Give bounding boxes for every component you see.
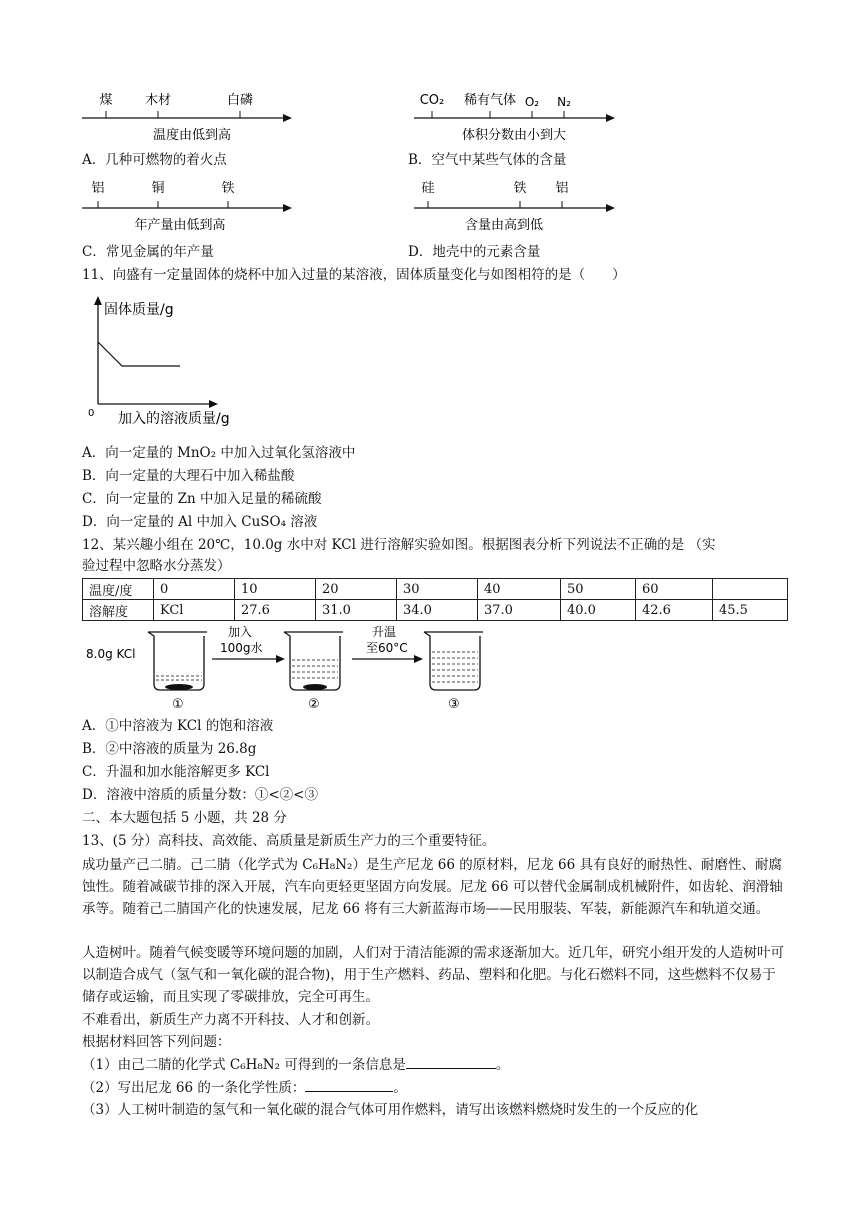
table-cell: 45.5 bbox=[713, 600, 788, 621]
beaker-label: ② bbox=[308, 697, 320, 712]
table-row bbox=[83, 600, 788, 621]
beaker-label: ① bbox=[172, 697, 184, 712]
axis-label: 温度由低到高 bbox=[152, 128, 232, 143]
table-cell: 30 bbox=[397, 579, 478, 600]
table-cell: 34.0 bbox=[397, 600, 478, 621]
step1-label: 加入 bbox=[228, 625, 253, 639]
q12-option-d: D．溶液中溶质的质量分数：①<②<③ bbox=[82, 787, 318, 803]
step1-label: 100g水 bbox=[220, 641, 263, 655]
q11-graph bbox=[84, 292, 284, 432]
tick-label: 稀有气体 bbox=[463, 93, 517, 108]
q11-option-a: A．向一定量的 MnO₂ 中加入过氧化氢溶液中 bbox=[82, 445, 356, 461]
q11-stem: 11、向盛有一定量固体的烧杯中加入过量的某溶液，固体质量变化与如图相符的是（ ） bbox=[82, 267, 626, 283]
table-cell: 10 bbox=[235, 579, 316, 600]
table-cell: 37.0 bbox=[478, 600, 561, 621]
tick-label: 铝 bbox=[91, 181, 105, 196]
table-cell: KCl bbox=[154, 600, 235, 621]
table-cell: 40 bbox=[478, 579, 561, 600]
answer-blank[interactable] bbox=[406, 1054, 496, 1069]
subquestion-end: 。 bbox=[393, 1080, 407, 1096]
subquestion-end: 。 bbox=[495, 1057, 510, 1073]
table-cell: 0 bbox=[154, 579, 235, 600]
mass-curve bbox=[98, 342, 180, 366]
q10-diagram-d bbox=[412, 176, 622, 236]
q11-option-b: B．向一定量的大理石中加入稀盐酸 bbox=[82, 468, 295, 484]
tick-label: 木材 bbox=[144, 93, 172, 108]
option-d: D．地壳中的元素含量 bbox=[408, 244, 541, 260]
table-cell: 31.0 bbox=[316, 600, 397, 621]
q13-paragraph-2: 人造树叶。随着气候变暖等环境问题的加剧，人们对于清洁能源的需求逐渐加大。近几年，研究小组开发的人造树叶可以制造合成气（氢气和一氧化碳的混合物)，用于生产燃料、药品、塑料和化肥。与化石燃料不同，这些燃料不仅易于储存或运输，而且实现了零碳排放，完全可再生。 bbox=[82, 945, 784, 1005]
table-cell bbox=[713, 579, 788, 600]
table-row bbox=[83, 579, 788, 600]
tick-label: 硅 bbox=[421, 181, 435, 196]
tick-label: 铁 bbox=[513, 181, 527, 196]
q10-diagram-c bbox=[80, 176, 300, 236]
step2-label: 至60°C bbox=[366, 641, 408, 655]
q13-paragraph-1: 成功量产己二腈。己二腈（化学式为 C₆H₈N₂）是生产尼龙 66 的原材料，尼龙 66 具有良好的耐热性、耐磨性、耐腐蚀性。随着减碳节排的深入开展，汽车向更轻更坚固方向发展。尼龙 66 可以替代金属制成机械附件，如齿轮、润滑轴承等。随着己二腈国产化的快速发展，尼龙 66 将有三大新蓝海市场——民用服装、军装，新能源汽车和轨道交通。 bbox=[82, 857, 783, 917]
subquestion-text: （2）写出尼龙 66 的一条化学性质： bbox=[82, 1080, 306, 1096]
tick-label: 铁 bbox=[221, 181, 235, 196]
x-axis-label: 加入的溶液质量/g bbox=[118, 411, 230, 427]
q13-subquestion-3: （3）人工树叶制造的氢气和一氧化碳的混合气体可用作燃料，请写出该燃料燃烧时发生的一个反应的化 bbox=[82, 1102, 699, 1118]
beaker-label: ③ bbox=[448, 697, 460, 712]
tick-label: 铜 bbox=[151, 181, 165, 196]
q13-paragraph-3: 不难看出，新质生产力离不开科技、人才和创新。 bbox=[82, 1012, 379, 1028]
axis-label: 体积分数由小到大 bbox=[461, 128, 567, 143]
q12-stem: 12、某兴趣小组在 20℃，10.0g 水中对 KCl 进行溶解实验如图。根据图表分析下列说法不正确的是 （实 bbox=[82, 537, 716, 553]
tick-label: N₂ bbox=[557, 95, 571, 109]
tick-label: 煤 bbox=[99, 93, 113, 108]
answer-blank[interactable] bbox=[305, 1077, 393, 1092]
q13-subquestion-1 bbox=[82, 1054, 509, 1076]
q13-paragraph-4: 根据材料回答下列问题： bbox=[82, 1034, 231, 1050]
option-a: A．几种可燃物的着火点 bbox=[82, 152, 227, 168]
q11-option-c: C．向一定量的 Zn 中加入足量的稀硫酸 bbox=[82, 491, 322, 507]
q10-diagram-b bbox=[412, 86, 622, 146]
table-cell: 27.6 bbox=[235, 600, 316, 621]
axis-label: 年产量由低到高 bbox=[134, 218, 226, 233]
q12-option-b: B．②中溶液的质量为 26.8g bbox=[82, 741, 257, 757]
option-c: C．常见金属的年产量 bbox=[82, 244, 214, 260]
table-cell: 20 bbox=[316, 579, 397, 600]
section-heading: 二、本大题包括 5 小题，共 28 分 bbox=[82, 810, 287, 826]
table-cell: 40.0 bbox=[561, 600, 636, 621]
q13-stem: 13、(5 分）高科技、高效能、高质量是新质生产力的三个重要特征。 bbox=[82, 833, 496, 849]
dissolution-diagram bbox=[82, 622, 512, 712]
tick-label: 铝 bbox=[555, 181, 569, 196]
axis-label: 含量由高到低 bbox=[464, 218, 544, 233]
table-cell: 50 bbox=[561, 579, 636, 600]
y-axis-label: 固体质量/g bbox=[104, 302, 174, 318]
q12-option-c: C．升温和加水能溶解更多 KCl bbox=[82, 764, 270, 780]
origin-label: 0 bbox=[88, 408, 95, 419]
table-cell: 60 bbox=[636, 579, 713, 600]
beaker-2 bbox=[284, 632, 343, 690]
q10-diagram-a bbox=[80, 86, 300, 146]
tick-label: CO₂ bbox=[419, 93, 445, 108]
q13-subquestion-2 bbox=[82, 1077, 407, 1099]
step2-label: 升温 bbox=[372, 625, 397, 639]
q11-option-d: D．向一定量的 Al 中加入 CuSO₄ 溶液 bbox=[82, 514, 318, 530]
subquestion-text: （1）由己二腈的化学式 C₆H₈N₂ 可得到的一条信息是 bbox=[82, 1057, 406, 1073]
option-b: B．空气中某些气体的含量 bbox=[408, 152, 567, 168]
q12-stem-cont: 验过程中忽略水分蒸发） bbox=[82, 558, 231, 574]
reagent-label: 8.0g KCl bbox=[86, 647, 136, 661]
table-cell: 42.6 bbox=[636, 600, 713, 621]
tick-label: 白磷 bbox=[226, 93, 254, 108]
beaker-3 bbox=[424, 632, 483, 690]
solubility-table bbox=[82, 578, 788, 621]
table-cell: 溶解度 bbox=[83, 600, 154, 621]
q12-option-a: A．①中溶液为 KCl 的饱和溶液 bbox=[82, 718, 274, 734]
table-cell: 温度/度 bbox=[83, 579, 154, 600]
tick-label: O₂ bbox=[524, 95, 540, 109]
beaker-1 bbox=[148, 632, 207, 690]
